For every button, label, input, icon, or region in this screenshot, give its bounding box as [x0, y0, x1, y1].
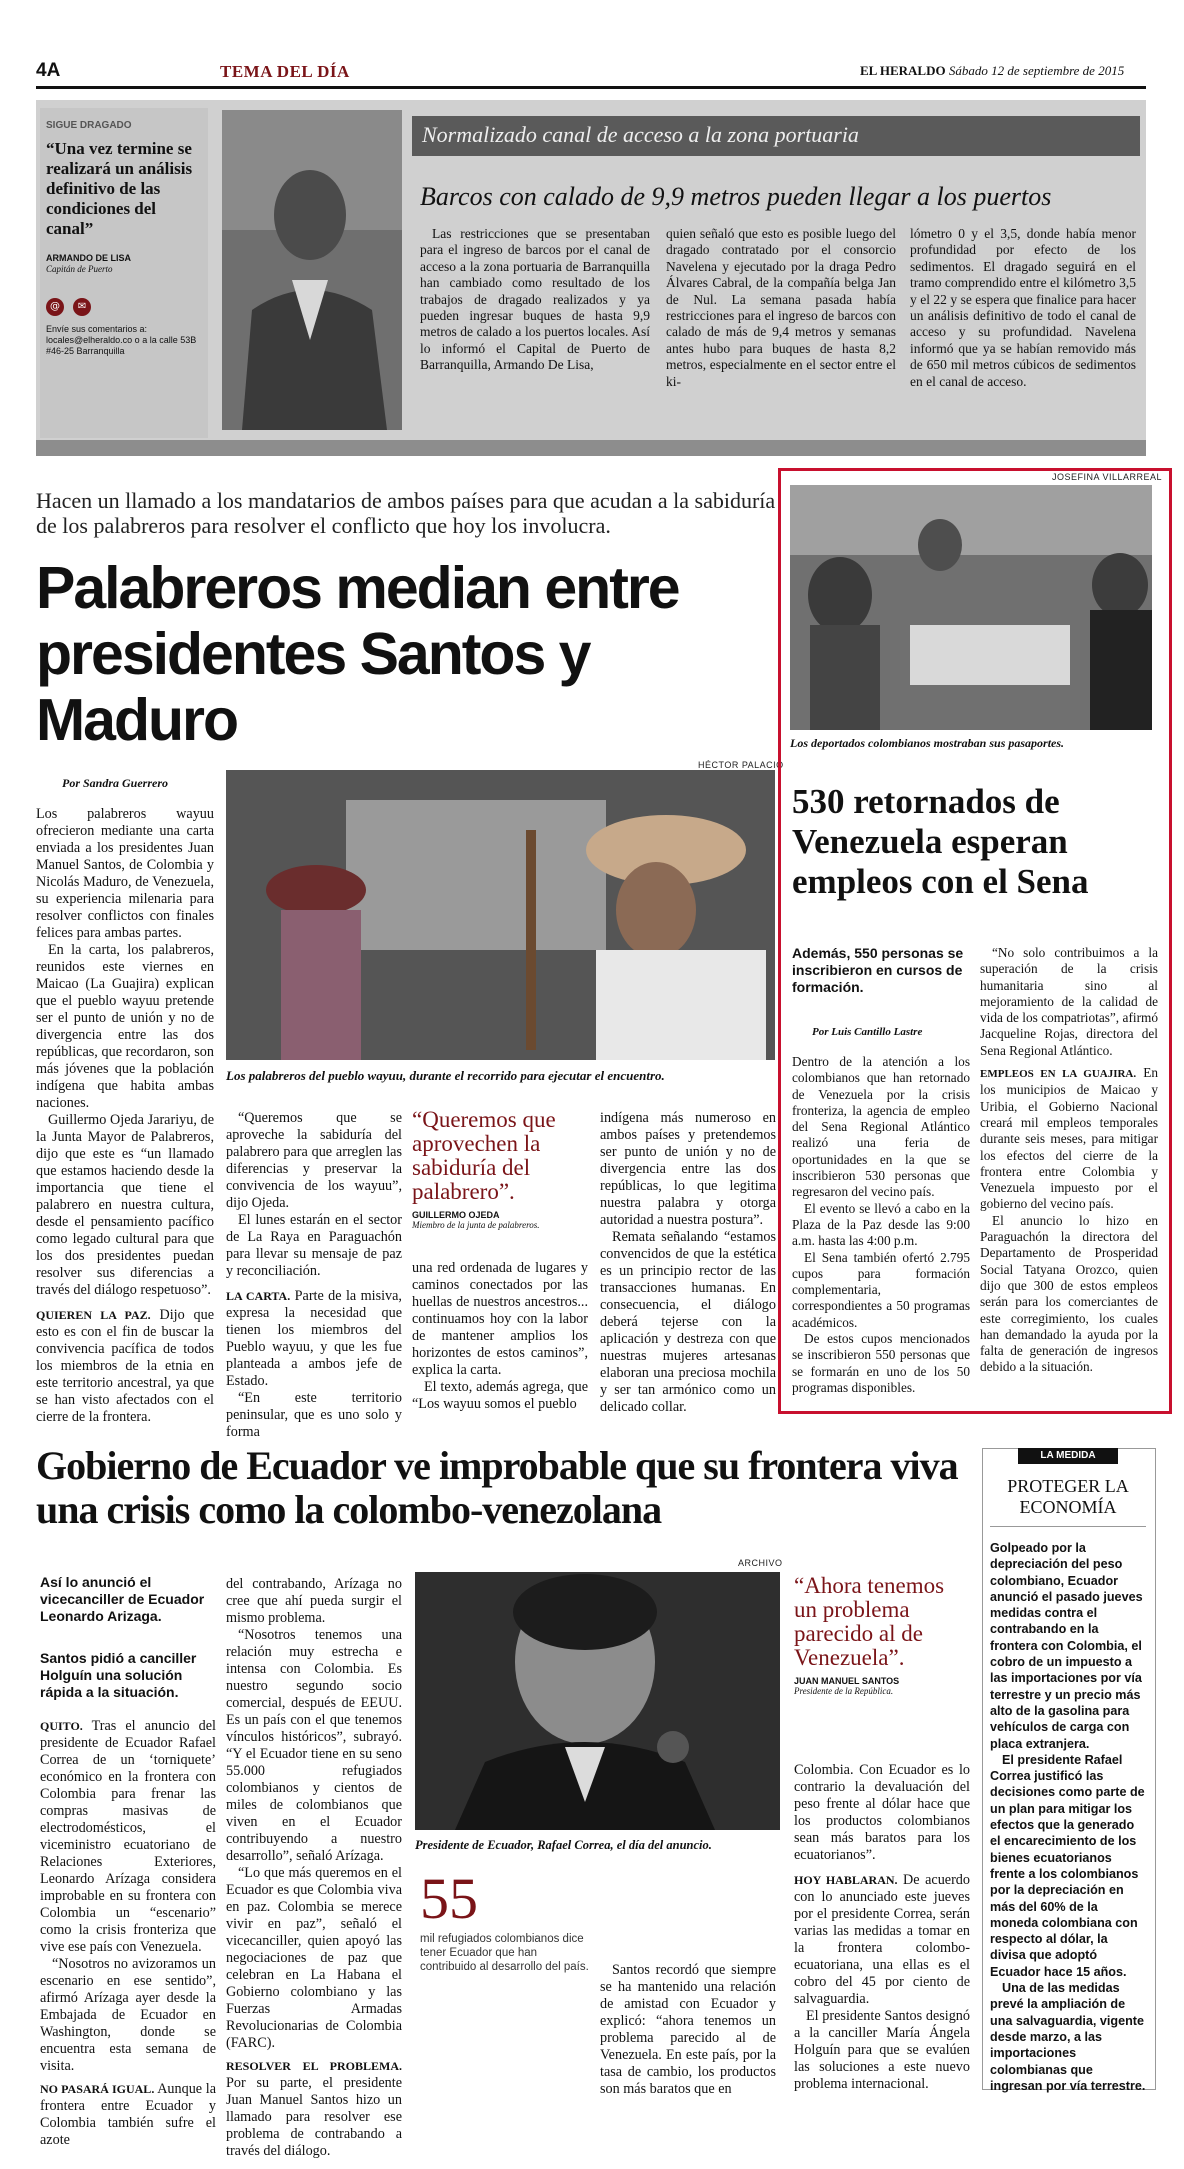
main-photo-credit: HÉCTOR PALACIO [698, 760, 784, 770]
mail-icon[interactable]: ✉ [73, 298, 91, 316]
top-col-3: lómetro 0 y el 3,5, donde había menor profundidad por efecto de los sedimentos. El dragado seguirá en el tramo comprendido entre el kilómetro 3,5 y el 22 y se espera que finalice para hacer un análisis definitivo de todo el canal de acceso y su profundidad. Navelena informó que ya se habían removido más de 650 mil metros cúbicos de sedimentos en el canal de acceso. [910, 226, 1136, 389]
header-rule [36, 86, 1146, 89]
medida-kicker: LA MEDIDA [1018, 1448, 1118, 1464]
main-col-1: Los palabreros wayuu ofrecieron mediante una carta enviada a los presidentes Juan Manuel Santos, de Colombia y Nicolás Maduro, de Venezuela, su experiencia milenaria para resolver conflictos con finales felices para ambas partes. En la carta, los palabreros, reunidos este viernes en Maicao (La Guajira) explican que el pueblo wayuu pretende ser el punto de unión y no de divergencia entre las dos repúblicas, que recordaron, son más jóvenes que la población indígena que habita ambas naciones. Guillermo Ojeda Jarariyu, de la Junta Mayor de Palabreros, dijo que este es “un llamado que estamos haciendo desde la importancia que tiene el palabrero en nuestra cultura, desde el pensamiento pacífico como legado cultural para que los dos presidentes puedan resolver sus diferencias a través del diálogo respetuoso”. QUIEREN LA PAZ. Dijo que esto es con el fin de buscar la convivencia pacífica de todos los miembros de la etnia en este territorio ancestral, ya que se han visto afectados con el cierre de la frontera. [36, 806, 214, 1425]
main-pull-role: Miembro de la junta de palabreros. [412, 1220, 540, 1230]
top-col-2: quien señaló que esto es posible luego del dragado contratado por el consorcio Navelena y ejecutado por la draga Pedro Álvares Cabral, de la compañía belga Jan de Nul. La semana pasada había restricciones para el ingreso de barcos con calado de más de 9,4 metros y semanas antes hubo para buques de hasta 8,2 metros, especialmente en el sector entre el ki- [666, 226, 896, 389]
section-name: TEMA DEL DÍA [220, 62, 350, 81]
main-byline: Por Sandra Guerrero [62, 776, 169, 790]
main-col-2: “Queremos que se aproveche la sabiduría del palabrero para que arreglen las diferencias y preservar la convivencia de los wayuu”, dijo Ojeda. El lunes estarán en el sector de La Raya en Paraguachón para llevar su mensaje de paz y reconciliación. LA CARTA. Parte de la misiva, expresa la necesidad que tienen los miembros del Pueblo wayuu, y que les fue planteada a ambos jefe de Estado. “En este territorio peninsular, que es uno solo y forma [226, 1110, 402, 1440]
ecuador-headline: Gobierno de Ecuador ve improbable que su frontera viva una crisis como la colombo-venezolana [36, 1443, 958, 1532]
main-col-3: una red ordenada de lugares y caminos conectados por las huellas de nuestros ancestros... continuamos hoy con la labor de mantener amplios los horizontes de estos caminos”, explica la carta. El texto, además agrega, que “Los wayuu somos el pueblo [412, 1260, 588, 1412]
correa-illustration [415, 1572, 780, 1830]
main-pull-quote-box [412, 1108, 588, 1230]
top-col-1: Las restricciones que se presentaban para el ingreso de barcos por el canal de acceso a la zona portuaria de Barranquilla han cambiado como resultado de los trabajos de dragado realizados y ya pueden ingresar buques de hasta 9,9 metros de calado a los puertos locales. Así lo informó el Capital de Puerto de Barranquilla, Armando De Lisa, [420, 226, 650, 373]
main-deck: Hacen un llamado a los mandatarios de ambos países para que acudan a la sabiduría de los palabreros para resolver el conflicto que hoy los involucra. [36, 488, 776, 538]
deportees-illustration [790, 485, 1152, 730]
main-caption: Los palabreros del pueblo wayuu, durante el recorrido para ejecutar el encuentro. [226, 1068, 665, 1083]
top-quote-name: ARMANDO DE LISA [46, 253, 131, 263]
ecuador-deck-2: Santos pidió a canciller Holguín una solución rápida a la situación. [40, 1650, 197, 1700]
stat-number: 55 [420, 1866, 478, 1931]
top-banner-text: Normalizado canal de acceso a la zona portuaria [422, 122, 859, 147]
ecuador-col-2: del contrabando, Arízaga no cree que ahí pueda surgir el mismo problema. “Nosotros tenemos una relación muy estrecha e intensa con Colombia. Es nuestro segundo socio comercial, después de EEUU. Es un país con el que tenemos vínculos históricos”, subrayó. “Y el Ecuador tiene en su seno 55.000 refugiados colombianos y cientos de miles de colombianos que viven en el Ecuador contribuyendo a nuestro desarrollo”, señaló Arízaga. “Lo que más queremos en el Ecuador es que Colombia viva en paz. Colombia se merece vivir en paz”, señaló el vicecanciller, quien apoyó las negociaciones de paz que celebran en La Habana el Gobierno colombiano y las Fuerzas Armadas Revolucionarias de Colombia (FARC). RESOLVER EL PROBLEMA. Por su parte, el presidente Juan Manuel Santos hizo un llamado para resolver ese problema de contrabando a través del diálogo. [226, 1576, 402, 2159]
ecuador-deck-1: Así lo anunció el vicecanciller de Ecuador Leonardo Arizaga. [40, 1574, 205, 1624]
masthead-info [860, 63, 1124, 79]
sidebar-headline: 530 retornados de Venezuela esperan empleos con el Sena [792, 782, 1089, 901]
ecuador-caption: Presidente de Ecuador, Rafael Correa, el día del anuncio. [415, 1838, 712, 1852]
top-box-bottom-bar [36, 440, 1146, 456]
stat-text: mil refugiados colombianos dice tener Ecuador que han contribuido al desarrollo del país. [420, 1933, 589, 1973]
top-quote-box [40, 108, 208, 438]
sidebar-photo-credit: JOSEFINA VILLARREAL [1052, 472, 1163, 482]
port-captain-photo [222, 110, 402, 430]
medida-title: PROTEGER LA ECONOMÍA [990, 1476, 1146, 1527]
portrait-illustration [222, 110, 402, 430]
medida-text: Golpeado por la depreciación del peso colombiano, Ecuador anunció el pasado jueves medidas contra el contrabando en la frontera con Colombia, el cobro de un impuesto a las importaciones por vía terrestre y un precio más alto de la gasolina para vehículos de carga con placa extranjera. El presidente Rafael Correa justificó las decisiones como parte de un plan para mitigar los efectos que la generado el encarecimiento de los bienes ecuatorianos frente a los colombianos por la depreciación en más del 60% de la moneda colombiana con respecto al dólar, la divisa que adoptó Ecuador hace 15 años. Una de las medidas prevé la ampliación de una salvaguardia, vigente desde marzo, a las importaciones colombianas que ingresan por vía terrestre. [990, 1541, 1146, 2093]
ecuador-pull-quote: “Ahora tenemos un problema parecido al de Venezuela”. [794, 1573, 945, 1670]
wayuu-photo [226, 770, 775, 1060]
sidebar-caption: Los deportados colombianos mostraban sus pasaportes. [790, 736, 1065, 750]
sidebar-col-1: Dentro de la atención a los colombianos que han retornado de Venezuela por la crisis fronteriza, la agencia de empleo del Sena Regional Atlántico realizó una feria de oportunidades en la que se inscribieron 530 personas que regresaron del vecino país. El evento se llevó a cabo en la Plaza de la Paz desde las 9:00 a.m. hasta las 4:00 p.m. El Sena también ofertó 2.795 cupos para formación complementaria, correspondientes a 50 programas académicos. De estos cupos mencionados se inscribieron 550 personas que se formarán en uno de los 50 programas disponibles. [792, 1054, 970, 1395]
top-quote: “Una vez termine se realizará un análisis definitivo de las condiciones del canal” [46, 139, 193, 238]
main-headline: Palabreros median entre presidentes Santos y Maduro [36, 555, 679, 753]
ecuador-pull-role: Presidente de la República. [794, 1686, 894, 1696]
ecuador-col-4: Colombia. Con Ecuador es lo contrario la devaluación del peso frente al dólar hace que los productos colombianos sean más baratos para los ecuatorianos”. HOY HABLARAN. De acuerdo con lo anunciado este jueves por el presidente Correa, serán varias las medidas a tomar en la frontera colombo-ecuatoriana, una ellas es el cobro del 45 por ciento de salvaguardia. El presidente Santos designó a la canciller María Ángela Holguín para que se evalúen las soluciones a este nuevo problema internacional. [794, 1762, 970, 2092]
ecuador-col-1: QUITO. Tras el anuncio del presidente de Ecuador Rafael Correa de un ‘torniquete’ económico en la frontera con Colombia para frenar las compras masivas de electrodomésticos, el viceministro ecuatoriano de Relaciones Exteriores, Leonardo Arízaga considera improbable en su frontera con Colombia un “escenario” como la crisis fronteriza que vive ese país con Venezuela. “Nosotros no avizoramos un escenario en ese sentido”, afirmó Arízaga ayer desde la Embajada de Ecuador en Washington, donde se encuentra esta semana de visita. NO PASARÁ IGUAL. Aunque la frontera entre Ecuador y Colombia también sufre el azote [40, 1718, 216, 2148]
top-kicker: SIGUE DRAGADO [46, 120, 132, 131]
top-quote-role: Capitán de Puerto [46, 264, 113, 274]
correa-photo [415, 1572, 780, 1830]
ecuador-pull-name: JUAN MANUEL SANTOS [794, 1676, 900, 1686]
main-pull-quote: “Queremos que aprovechen la sabiduría del palabrero”. [412, 1107, 556, 1204]
facebook-icon[interactable]: @ [46, 298, 64, 316]
ecuador-pull-quote-box [794, 1574, 970, 1696]
main-col-4: indígena más numeroso en ambos países y pretendemos ser punto de unión y no de divergencia entre las dos repúblicas, lo que legitima nuestra palabra y otorga autoridad a nuestra postura”. Remata señalando “estamos convencidos de que la estética es un principio rector de las transacciones humanas. En consecuencia, el diálogo deberá tejerse con la aplicación y destreza con que nuestras mujeres artesanas elaboran una preciosa mochila y ser tan armónico como un delicado collar. [600, 1110, 776, 1415]
issue-date: Sábado 12 de septiembre de 2015 [948, 63, 1125, 78]
page-number: 4A [36, 60, 61, 81]
sidebar-deck: Además, 550 personas se inscribieron en cursos de formación. [792, 945, 964, 995]
wayuu-illustration [226, 770, 775, 1060]
main-pull-name: GUILLERMO OJEDA [412, 1210, 500, 1220]
top-headline: Barcos con calado de 9,9 metros pueden llegar a los puertos [420, 182, 1052, 211]
ecuador-col-3: Santos recordó que siempre se ha mantenido una relación de amistad con Ecuador y explicó: “ahora tenemos un problema parecido al de Venezuela. En este país, por la tasa de cambio, los productos son más baratos que en [600, 1962, 776, 2097]
sidebar-col-2: “No solo contribuimos a la superación de la crisis humanitaria sino al mejoramiento de la calidad de vida de los compatriotas”, afirmó Jacqueline Rojas, directora del Sena Regional Atlántico. EMPLEOS EN LA GUAJIRA. En los municipios de Maicao y Uribia, el Gobierno Nacional creará mil empleos temporales durante seis meses, para mitigar los efectos del cierre de la frontera entre Colombia y Venezuela impuesto por el gobierno del vecino país. El anuncio lo hizo en Paraguachón la directora del Departamento de Prosperidad Social Tatyana Orozco, quien dijo que 300 de estos empleos serán para los comerciantes de este corregimiento, los cuales han demandado la ayuda por la falta de generación de ingresos debido a la situación. [980, 945, 1159, 1375]
sidebar-byline: Por Luis Cantillo Lastre [812, 1026, 923, 1038]
top-banner [412, 116, 1140, 156]
deportees-photo [790, 485, 1152, 730]
ecuador-photo-credit: ARCHIVO [738, 1558, 783, 1568]
paper-name: EL HERALDO [860, 63, 946, 78]
contact-info: Envíe sus comentarios a: locales@elheraldo.co o a la calle 53B #46-25 Barranquilla [46, 324, 197, 356]
